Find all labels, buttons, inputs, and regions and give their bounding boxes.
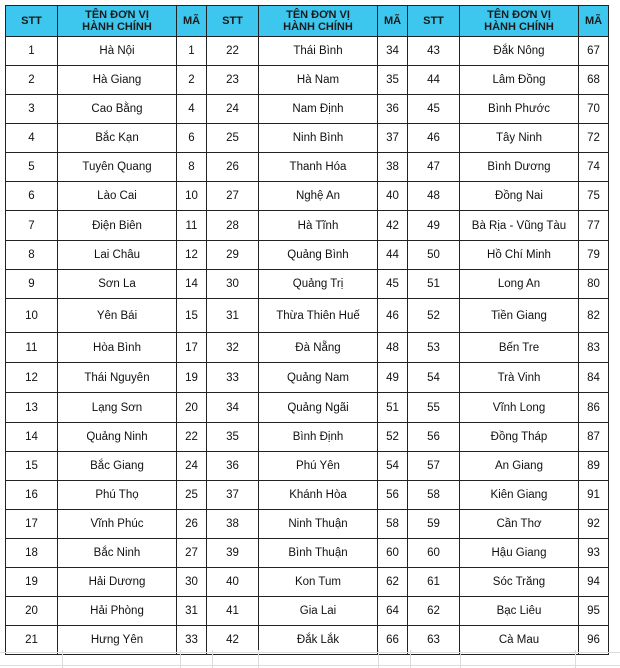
cell-name[interactable]: Tiền Giang (460, 299, 579, 333)
cell-stt[interactable]: 47 (408, 153, 460, 182)
cell-name[interactable]: Thừa Thiên Huế (259, 299, 378, 333)
cell-code[interactable]: 75 (579, 182, 609, 211)
cell-name[interactable]: Bạc Liêu (460, 597, 579, 626)
cell-name[interactable]: Hà Giang (58, 66, 177, 95)
cell-name[interactable]: Tuyên Quang (58, 153, 177, 182)
cell-name[interactable]: Lâm Đồng (460, 66, 579, 95)
cell-name[interactable]: Thanh Hóa (259, 153, 378, 182)
header-label: MÃ (182, 15, 201, 27)
table-row (6, 211, 609, 241)
cell-code[interactable]: 68 (579, 66, 609, 95)
table-row (6, 299, 609, 333)
cell-stt[interactable]: 19 (6, 568, 58, 597)
cell-stt[interactable]: 12 (6, 363, 58, 393)
table-row (6, 452, 609, 481)
cell-code[interactable]: 52 (378, 423, 408, 452)
cell-code[interactable]: 24 (177, 452, 207, 481)
cell-name[interactable]: Lào Cai (58, 182, 177, 211)
cell-stt[interactable]: 15 (6, 452, 58, 481)
cell-stt[interactable]: 1 (6, 37, 58, 66)
cell-name[interactable]: Hòa Bình (58, 333, 177, 363)
table-row (6, 539, 609, 568)
cell-name[interactable]: Hưng Yên (58, 626, 177, 655)
cell-code[interactable]: 84 (579, 363, 609, 393)
table-row (6, 626, 609, 655)
cell-name[interactable]: Gia Lai (259, 597, 378, 626)
cell-name[interactable]: Phú Yên (259, 452, 378, 481)
cell-code[interactable]: 67 (579, 37, 609, 66)
cell-stt[interactable]: 27 (207, 182, 259, 211)
cell-code[interactable]: 51 (378, 393, 408, 423)
cell-stt[interactable]: 26 (207, 153, 259, 182)
cell-stt[interactable]: 59 (408, 510, 460, 539)
cell-stt[interactable]: 11 (6, 333, 58, 363)
table-row (6, 333, 609, 363)
cell-name[interactable]: Bình Phước (460, 95, 579, 124)
cell-stt[interactable]: 32 (207, 333, 259, 363)
cell-stt[interactable]: 28 (207, 211, 259, 241)
cell-stt[interactable]: 16 (6, 481, 58, 510)
cell-name[interactable]: Khánh Hòa (259, 481, 378, 510)
cell-name[interactable]: Vĩnh Phúc (58, 510, 177, 539)
cell-stt[interactable]: 33 (207, 363, 259, 393)
cell-code[interactable]: 95 (579, 597, 609, 626)
cell-stt[interactable]: 37 (207, 481, 259, 510)
table-row (6, 241, 609, 270)
cell-stt[interactable]: 9 (6, 270, 58, 299)
cell-stt[interactable]: 4 (6, 124, 58, 153)
cell-name[interactable]: Lai Châu (58, 241, 177, 270)
cell-stt[interactable]: 46 (408, 124, 460, 153)
header-code-2[interactable] (378, 6, 408, 37)
header-name-2[interactable] (259, 6, 378, 37)
cell-name[interactable]: Bắc Ninh (58, 539, 177, 568)
cell-stt[interactable]: 50 (408, 241, 460, 270)
cell-stt[interactable]: 2 (6, 66, 58, 95)
sheet-gridline (410, 650, 411, 668)
cell-name[interactable]: Quảng Ninh (58, 423, 177, 452)
table-row (6, 510, 609, 539)
cell-name[interactable]: Điện Biên (58, 211, 177, 241)
header-label: STT (423, 15, 444, 27)
cell-stt[interactable]: 10 (6, 299, 58, 333)
cell-code[interactable]: 46 (378, 299, 408, 333)
cell-stt[interactable]: 6 (6, 182, 58, 211)
table-row (6, 37, 609, 66)
cell-code[interactable]: 70 (579, 95, 609, 124)
cell-stt[interactable]: 3 (6, 95, 58, 124)
cell-stt[interactable]: 44 (408, 66, 460, 95)
table-row (6, 66, 609, 95)
cell-code[interactable]: 49 (378, 363, 408, 393)
cell-code[interactable]: 38 (378, 153, 408, 182)
cell-code[interactable]: 26 (177, 510, 207, 539)
cell-code[interactable]: 72 (579, 124, 609, 153)
table-row (6, 124, 609, 153)
cell-name[interactable]: Kon Tum (259, 568, 378, 597)
header-label-line2: HÀNH CHÍNH (484, 21, 554, 33)
cell-code[interactable]: 93 (579, 539, 609, 568)
cell-name[interactable]: Trà Vinh (460, 363, 579, 393)
table-row (6, 95, 609, 124)
cell-code[interactable]: 1 (177, 37, 207, 66)
cell-stt[interactable]: 48 (408, 182, 460, 211)
cell-code[interactable]: 80 (579, 270, 609, 299)
header-label-line2: HÀNH CHÍNH (283, 21, 353, 33)
header-stt-2[interactable] (207, 6, 259, 37)
cell-code[interactable]: 20 (177, 393, 207, 423)
header-row (6, 6, 609, 37)
cell-stt[interactable]: 36 (207, 452, 259, 481)
cell-name[interactable]: Vĩnh Long (460, 393, 579, 423)
cell-stt[interactable]: 24 (207, 95, 259, 124)
cell-name[interactable]: Nam Định (259, 95, 378, 124)
cell-name[interactable]: Đắk Lắk (259, 626, 378, 655)
cell-name[interactable]: Bình Dương (460, 153, 579, 182)
header-stt-1[interactable] (6, 6, 58, 37)
cell-code[interactable]: 44 (378, 241, 408, 270)
cell-code[interactable]: 35 (378, 66, 408, 95)
cell-stt[interactable]: 8 (6, 241, 58, 270)
sheet-gridline (180, 650, 181, 668)
table-row (6, 270, 609, 299)
cell-code[interactable]: 4 (177, 95, 207, 124)
cell-code[interactable]: 6 (177, 124, 207, 153)
cell-stt[interactable]: 20 (6, 597, 58, 626)
sheet-gridline (378, 650, 379, 668)
cell-code[interactable]: 64 (378, 597, 408, 626)
sheet-gridline (575, 650, 576, 668)
cell-code[interactable]: 19 (177, 363, 207, 393)
cell-code[interactable]: 79 (579, 241, 609, 270)
cell-stt[interactable]: 21 (6, 626, 58, 655)
cell-code[interactable]: 31 (177, 597, 207, 626)
cell-stt[interactable]: 53 (408, 333, 460, 363)
cell-name[interactable]: Quảng Bình (259, 241, 378, 270)
cell-stt[interactable]: 57 (408, 452, 460, 481)
cell-code[interactable]: 34 (378, 37, 408, 66)
header-label: MÃ (584, 15, 603, 27)
cell-stt[interactable]: 39 (207, 539, 259, 568)
cell-stt[interactable]: 43 (408, 37, 460, 66)
cell-code[interactable]: 74 (579, 153, 609, 182)
cell-name[interactable]: Bắc Kạn (58, 124, 177, 153)
cell-code[interactable]: 15 (177, 299, 207, 333)
table-row (6, 153, 609, 182)
cell-name[interactable]: Phú Thọ (58, 481, 177, 510)
cell-code[interactable]: 36 (378, 95, 408, 124)
cell-stt[interactable]: 54 (408, 363, 460, 393)
cell-stt[interactable]: 13 (6, 393, 58, 423)
cell-name[interactable]: Cần Thơ (460, 510, 579, 539)
cell-name[interactable]: Hải Phòng (58, 597, 177, 626)
cell-code[interactable]: 12 (177, 241, 207, 270)
cell-code[interactable]: 89 (579, 452, 609, 481)
cell-stt[interactable]: 49 (408, 211, 460, 241)
cell-name[interactable]: Hồ Chí Minh (460, 241, 579, 270)
cell-name[interactable]: Yên Bái (58, 299, 177, 333)
sheet-gridline (212, 650, 213, 668)
table-row (6, 182, 609, 211)
cell-code[interactable]: 40 (378, 182, 408, 211)
cell-stt[interactable]: 38 (207, 510, 259, 539)
header-label: TÊN ĐƠN VỊ (286, 9, 350, 21)
cell-code[interactable]: 91 (579, 481, 609, 510)
cell-name[interactable]: Ninh Thuận (259, 510, 378, 539)
cell-stt[interactable]: 23 (207, 66, 259, 95)
cell-code[interactable]: 60 (378, 539, 408, 568)
cell-stt[interactable]: 55 (408, 393, 460, 423)
cell-name[interactable]: Bình Định (259, 423, 378, 452)
cell-stt[interactable]: 35 (207, 423, 259, 452)
cell-code[interactable]: 8 (177, 153, 207, 182)
header-name-3[interactable] (460, 6, 579, 37)
cell-name[interactable]: Bắc Giang (58, 452, 177, 481)
cell-name[interactable]: Đồng Nai (460, 182, 579, 211)
cell-name[interactable]: Đồng Tháp (460, 423, 579, 452)
header-label: STT (21, 15, 42, 27)
header-label: MÃ (383, 15, 402, 27)
header-name-1[interactable] (58, 6, 177, 37)
cell-name[interactable]: An Giang (460, 452, 579, 481)
cell-stt[interactable]: 14 (6, 423, 58, 452)
cell-code[interactable]: 62 (378, 568, 408, 597)
cell-code[interactable]: 83 (579, 333, 609, 363)
cell-code[interactable]: 77 (579, 211, 609, 241)
cell-name[interactable]: Sóc Trăng (460, 568, 579, 597)
cell-name[interactable]: Bình Thuận (259, 539, 378, 568)
table-row (6, 423, 609, 452)
cell-name[interactable]: Tây Ninh (460, 124, 579, 153)
cell-code[interactable]: 87 (579, 423, 609, 452)
cell-name[interactable]: Long An (460, 270, 579, 299)
header-stt-3[interactable] (408, 6, 460, 37)
cell-name[interactable]: Nghệ An (259, 182, 378, 211)
cell-name[interactable]: Thái Nguyên (58, 363, 177, 393)
cell-name[interactable]: Đà Nẵng (259, 333, 378, 363)
cell-stt[interactable]: 18 (6, 539, 58, 568)
cell-code[interactable]: 96 (579, 626, 609, 655)
cell-name[interactable]: Quảng Nam (259, 363, 378, 393)
cell-code[interactable]: 2 (177, 66, 207, 95)
cell-code[interactable]: 82 (579, 299, 609, 333)
cell-name[interactable]: Hà Nam (259, 66, 378, 95)
cell-code[interactable]: 42 (378, 211, 408, 241)
header-label-line2: HÀNH CHÍNH (82, 21, 152, 33)
cell-code[interactable]: 45 (378, 270, 408, 299)
cell-name[interactable]: Bà Rịa - Vũng Tàu (460, 211, 579, 241)
header-label: TÊN ĐƠN VỊ (85, 9, 149, 21)
cell-name[interactable]: Hậu Giang (460, 539, 579, 568)
sheet-gridline (258, 650, 259, 668)
sheet-gridline (62, 650, 63, 668)
header-code-1[interactable] (177, 6, 207, 37)
header-code-3[interactable] (579, 6, 609, 37)
cell-code[interactable]: 30 (177, 568, 207, 597)
cell-code[interactable]: 27 (177, 539, 207, 568)
cell-code[interactable]: 58 (378, 510, 408, 539)
cell-code[interactable]: 10 (177, 182, 207, 211)
cell-code[interactable]: 33 (177, 626, 207, 655)
cell-name[interactable]: Kiên Giang (460, 481, 579, 510)
cell-stt[interactable]: 56 (408, 423, 460, 452)
cell-name[interactable]: Sơn La (58, 270, 177, 299)
cell-name[interactable]: Thái Bình (259, 37, 378, 66)
cell-code[interactable]: 94 (579, 568, 609, 597)
cell-stt[interactable]: 22 (207, 37, 259, 66)
table-row (6, 363, 609, 393)
cell-code[interactable]: 14 (177, 270, 207, 299)
cell-code[interactable]: 25 (177, 481, 207, 510)
cell-name[interactable]: Bến Tre (460, 333, 579, 363)
cell-stt[interactable]: 51 (408, 270, 460, 299)
cell-stt[interactable]: 63 (408, 626, 460, 655)
cell-stt[interactable]: 25 (207, 124, 259, 153)
cell-stt[interactable]: 7 (6, 211, 58, 241)
cell-code[interactable]: 66 (378, 626, 408, 655)
cell-code[interactable]: 22 (177, 423, 207, 452)
cell-name[interactable]: Lạng Sơn (58, 393, 177, 423)
table-body (6, 37, 609, 655)
cell-stt[interactable]: 60 (408, 539, 460, 568)
sheet-gridline (460, 650, 461, 668)
cell-code[interactable]: 37 (378, 124, 408, 153)
cell-stt[interactable]: 34 (207, 393, 259, 423)
cell-stt[interactable]: 31 (207, 299, 259, 333)
cell-stt[interactable]: 42 (207, 626, 259, 655)
table-row (6, 597, 609, 626)
cell-name[interactable]: Đắk Nông (460, 37, 579, 66)
province-code-table (5, 5, 609, 655)
cell-stt[interactable]: 62 (408, 597, 460, 626)
cell-code[interactable]: 92 (579, 510, 609, 539)
cell-name[interactable]: Quảng Trị (259, 270, 378, 299)
cell-stt[interactable]: 5 (6, 153, 58, 182)
cell-stt[interactable]: 52 (408, 299, 460, 333)
cell-name[interactable]: Cao Bằng (58, 95, 177, 124)
sheet-gridline (0, 665, 620, 666)
cell-code[interactable]: 48 (378, 333, 408, 363)
cell-stt[interactable]: 30 (207, 270, 259, 299)
cell-stt[interactable]: 45 (408, 95, 460, 124)
cell-stt[interactable]: 17 (6, 510, 58, 539)
cell-code[interactable]: 86 (579, 393, 609, 423)
cell-code[interactable]: 17 (177, 333, 207, 363)
cell-code[interactable]: 56 (378, 481, 408, 510)
cell-name[interactable]: Hà Tĩnh (259, 211, 378, 241)
cell-stt[interactable]: 61 (408, 568, 460, 597)
cell-name[interactable]: Cà Mau (460, 626, 579, 655)
cell-code[interactable]: 54 (378, 452, 408, 481)
header-label: STT (222, 15, 243, 27)
cell-name[interactable]: Hải Dương (58, 568, 177, 597)
cell-stt[interactable]: 58 (408, 481, 460, 510)
table-row (6, 393, 609, 423)
cell-stt[interactable]: 40 (207, 568, 259, 597)
header-label: TÊN ĐƠN VỊ (487, 9, 551, 21)
cell-stt[interactable]: 41 (207, 597, 259, 626)
cell-name[interactable]: Quảng Ngãi (259, 393, 378, 423)
table-row (6, 481, 609, 510)
cell-name[interactable]: Ninh Bình (259, 124, 378, 153)
cell-name[interactable]: Hà Nội (58, 37, 177, 66)
table-row (6, 568, 609, 597)
cell-code[interactable]: 11 (177, 211, 207, 241)
sheet-gridline (0, 652, 620, 653)
cell-stt[interactable]: 29 (207, 241, 259, 270)
